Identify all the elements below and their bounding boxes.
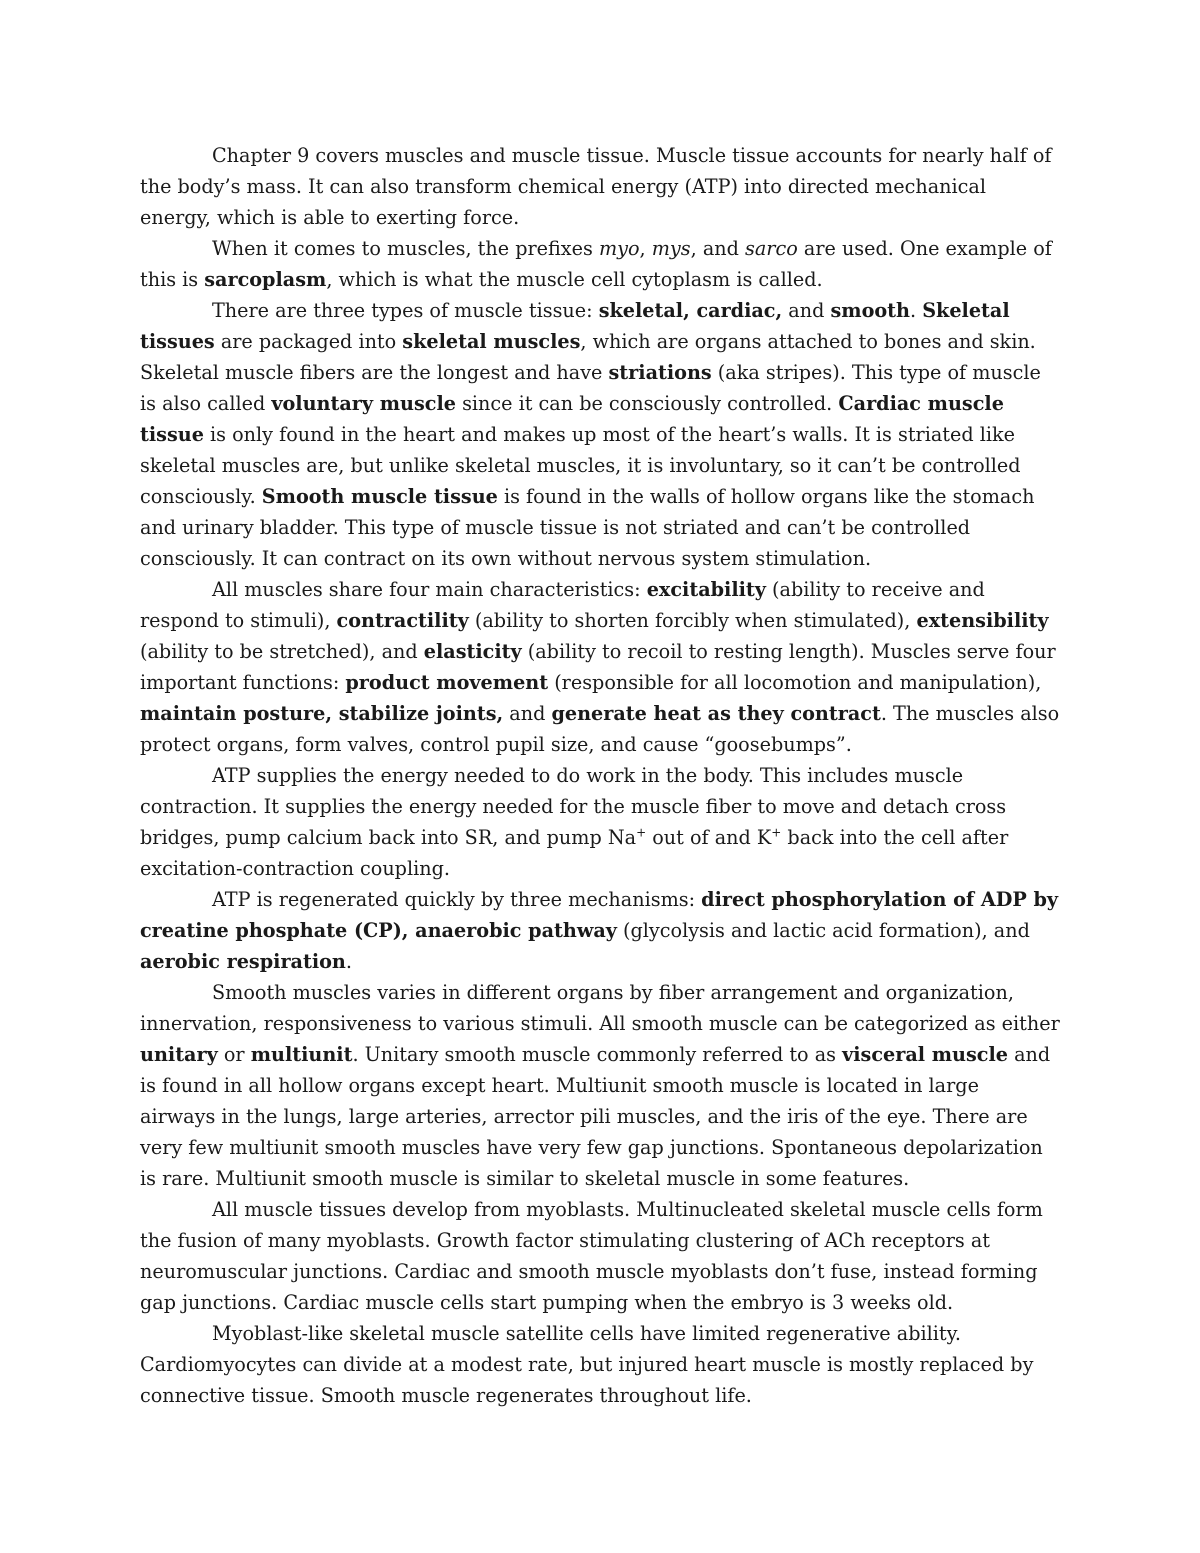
text-run: All muscle tissues develop from myoblasts. Multinucleated skeletal muscle cells form the fusion of many myoblasts. Growth factor stimulating clustering of ACh receptors at neuromuscular junctions. Cardiac and smooth muscle myoblasts don’t fuse, instead forming gap junctions. Cardiac muscle cells start pumping when the embryo is 3 weeks old. xyxy=(140,1198,1043,1314)
text-run: Myoblast-like skeletal muscle satellite cells have limited regenerative ability. Cardiomyocytes can divide at a modest rate, but injured heart muscle is mostly replaced by connective tissue. Smooth muscle regenerates throughout life. xyxy=(140,1322,1034,1407)
text-run: All muscles share four main characteristics: xyxy=(212,578,647,601)
bold-term: Cardiac muscle tissue xyxy=(140,392,1004,446)
text-run: ATP supplies the energy needed to do work in the body. This includes muscle contraction. It supplies the energy needed for the muscle fiber to move and detach cross bridges, pump calcium back into SR, and pump Na xyxy=(140,764,1007,849)
paragraph-2 xyxy=(140,233,1060,295)
italic-term: sarco xyxy=(745,237,798,260)
text-run: (ability to shorten forcibly when stimulated), xyxy=(468,609,917,632)
italic-term: mys xyxy=(651,237,691,260)
bold-term: excitability xyxy=(646,578,766,601)
text-run: . xyxy=(909,299,923,322)
paragraph-1 xyxy=(140,140,1060,233)
text-run: (glycolysis and lactic acid formation), and xyxy=(616,919,1030,942)
text-run: Chapter 9 covers muscles and muscle tissue. Muscle tissue accounts for nearly half of the body’s mass. It can also transform chemical energy (ATP) into directed mechanical energy, which is able to exerting force. xyxy=(140,144,1052,229)
paragraph-8 xyxy=(140,1194,1060,1318)
bold-term: aerobic respiration xyxy=(140,950,346,973)
text-run: is only found in the heart and makes up most of the heart’s walls. It is striated like skeletal muscles are, but unlike skeletal muscles, it is involuntary, so it can’t be controlled consciously. xyxy=(140,423,1021,508)
text-run: There are three types of muscle tissue: xyxy=(212,299,599,322)
text-run: is found in the walls of hollow organs like the stomach and urinary bladder. This type of muscle tissue is not striated and can’t be controlled consciously. It can contract on its own without nervous system stimulation. xyxy=(140,485,1035,570)
text-run: , and xyxy=(690,237,746,260)
text-run: (ability to be stretched), and xyxy=(140,640,424,663)
bold-term: extensibility xyxy=(916,609,1049,632)
text-run: are used. One example of this is xyxy=(140,237,1052,291)
paragraph-9 xyxy=(140,1318,1060,1411)
text-run: (responsible for all locomotion and manipulation), xyxy=(548,671,1042,694)
bold-term: skeletal, cardiac, xyxy=(598,299,783,322)
bold-term: voluntary muscle xyxy=(271,392,456,415)
text-run: since it can be consciously controlled. xyxy=(455,392,839,415)
bold-term: Skeletal tissues xyxy=(140,299,1010,353)
bold-term: direct phosphorylation of ADP by creatine phosphate (CP), anaerobic pathway xyxy=(140,888,1059,942)
bold-term: sarcoplasm xyxy=(204,268,327,291)
paragraph-7 xyxy=(140,977,1060,1194)
bold-term: generate heat as they contract xyxy=(551,702,881,725)
bold-term: unitary xyxy=(140,1043,218,1066)
superscript: + xyxy=(636,825,647,840)
bold-term: multiunit xyxy=(250,1043,353,1066)
text-run: and xyxy=(503,702,552,725)
paragraph-6 xyxy=(140,884,1060,977)
text-run: back into the cell after excitation-contraction coupling. xyxy=(140,826,1009,880)
text-run: . Unitary smooth muscle commonly referred to as xyxy=(352,1043,843,1066)
bold-term: product movement xyxy=(345,671,549,694)
paragraph-4 xyxy=(140,574,1060,760)
text-run: (ability to recoil to resting length). Muscles serve four important functions: xyxy=(140,640,1056,694)
text-run: out of and K xyxy=(646,826,772,849)
italic-term: myo xyxy=(598,237,640,260)
text-run: Smooth muscles varies in different organs by fiber arrangement and organization, innervation, responsiveness to various stimuli. All smooth muscle can be categorized as either xyxy=(140,981,1060,1035)
bold-term: Smooth muscle tissue xyxy=(261,485,498,508)
text-run: When it comes to muscles, the prefixes xyxy=(212,237,599,260)
text-run: . xyxy=(345,950,352,973)
text-run: . The muscles also protect organs, form valves, control pupil size, and cause “goosebumps”. xyxy=(140,702,1060,756)
text-run: (ability to receive and respond to stimuli), xyxy=(140,578,985,632)
text-run: or xyxy=(217,1043,251,1066)
paragraph-5 xyxy=(140,760,1060,884)
document-body xyxy=(140,140,1060,1411)
text-run: and is found in all hollow organs except heart. Multiunit smooth muscle is located in large airways in the lungs, large arteries, arrector pili muscles, and the iris of the eye. There are very few multiunit smooth muscles have very few gap junctions. Spontaneous depolarization is rare. Multiunit smooth muscle is similar to skeletal muscle in some features. xyxy=(140,1043,1051,1190)
superscript: + xyxy=(771,825,782,840)
paragraph-3 xyxy=(140,295,1060,574)
text-run: are packaged into xyxy=(214,330,403,353)
bold-term: elasticity xyxy=(423,640,522,663)
text-run: and xyxy=(782,299,831,322)
bold-term: maintain posture, stabilize joints, xyxy=(140,702,504,725)
bold-term: skeletal muscles xyxy=(402,330,581,353)
bold-term: contractility xyxy=(336,609,469,632)
text-run: , xyxy=(639,237,652,260)
text-run: , which is what the muscle cell cytoplasm is called. xyxy=(326,268,823,291)
bold-term: visceral muscle xyxy=(842,1043,1008,1066)
bold-term: striations xyxy=(608,361,712,384)
text-run: ATP is regenerated quickly by three mechanisms: xyxy=(212,888,702,911)
text-run: , which are organs attached to bones and skin. Skeletal muscle fibers are the longest and have xyxy=(140,330,1036,384)
text-run: (aka stripes). This type of muscle is also called xyxy=(140,361,1041,415)
bold-term: smooth xyxy=(830,299,910,322)
